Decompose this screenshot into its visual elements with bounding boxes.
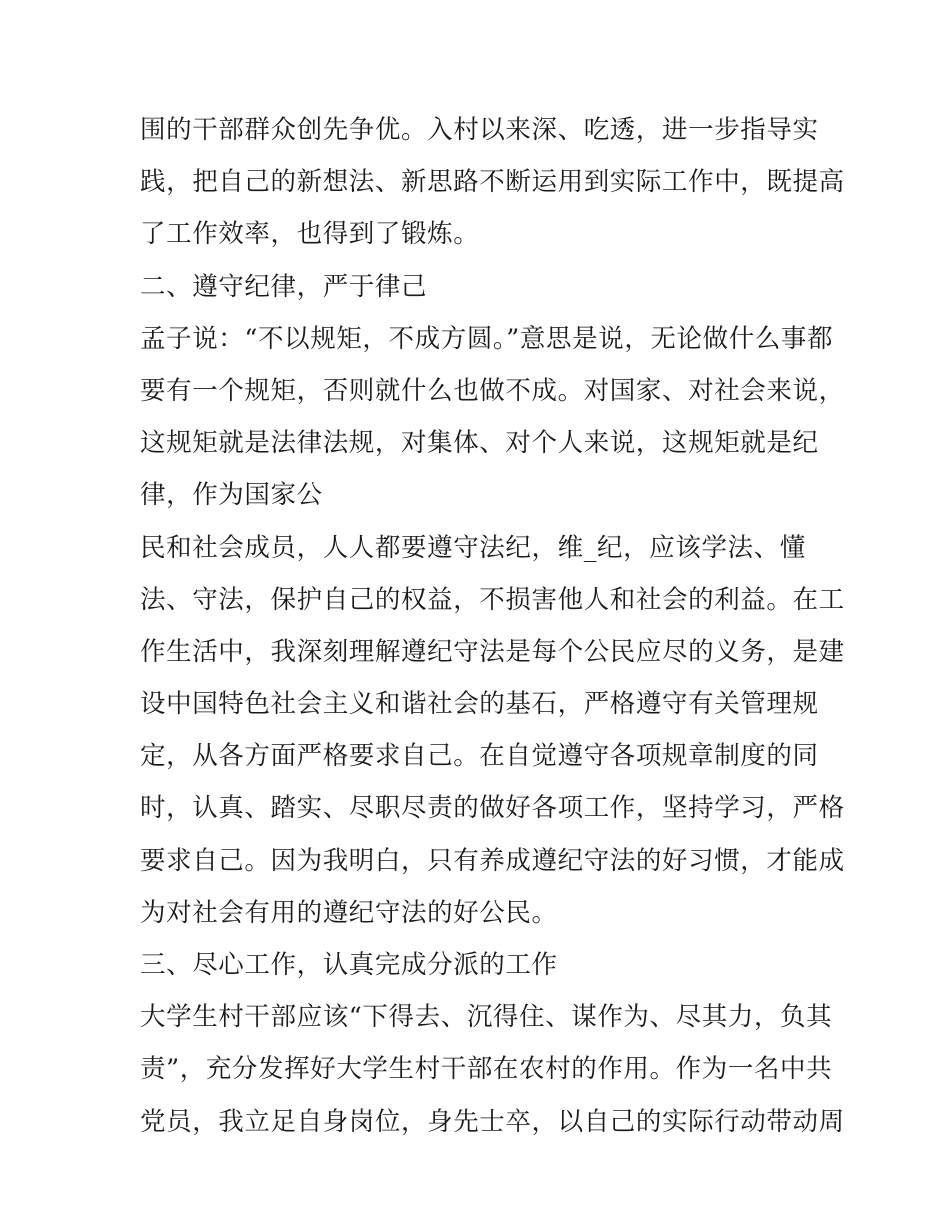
text-line: 践，把自己的新想法、新思路不断运用到实际工作中，既提高 bbox=[140, 167, 845, 198]
text-line: 时，认真、踏实、尽职尽责的做好各项工作，坚持学习，严格 bbox=[140, 793, 845, 824]
text-line: 孟子说：“不以规矩，不成方圆。”意思是说，无论做什么事都 bbox=[140, 323, 834, 354]
text-line: 了工作效率，也得到了锻炼。 bbox=[140, 219, 480, 250]
text-line: 要有一个规矩，否则就什么也做不成。对国家、对社会来说， bbox=[140, 375, 845, 406]
text-line: 法、守法，保护自己的权益，不损害他人和社会的利益。在工 bbox=[140, 584, 845, 615]
text-line: 定，从各方面严格要求自己。在自觉遵守各项规章制度的同 bbox=[140, 741, 819, 772]
section-heading-3: 三、尽心工作，认真完成分派的工作 bbox=[140, 950, 558, 980]
text-line: 围的干部群众创先争优。入村以来深、吃透，进一步指导实 bbox=[140, 115, 819, 145]
text-line: 这规矩就是法律法规，对集体、对个人来说，这规矩就是纪 bbox=[140, 428, 819, 459]
text-line: 大学生村干部应该“下得去、沉得住、谋作为、尽其力，负其 bbox=[140, 1002, 833, 1033]
text-line: 律，作为国家公 bbox=[140, 480, 323, 511]
section-heading-2: 二、遵守纪律，严于律己 bbox=[140, 271, 428, 302]
text-line: 设中国特色社会主义和谐社会的基石，严格遵守有关管理规 bbox=[140, 689, 819, 720]
text-line: 民和社会成员，人人都要遵守法纪，维_纪，应该学法、懂 bbox=[140, 532, 806, 563]
text-line: 要求自己。因为我明白，只有养成遵纪守法的好习惯，才能成 bbox=[140, 845, 845, 876]
document-body bbox=[140, 107, 845, 1151]
text-line: 作生活中，我深刻理解遵纪守法是每个公民应尽的义务，是建 bbox=[140, 636, 845, 667]
text-line: 党员，我立足自身岗位，身先士卒，以自己的实际行动带动周 bbox=[140, 1106, 845, 1137]
text-line: 责”，充分发挥好大学生村干部在农村的作用。作为一名中共 bbox=[140, 1054, 833, 1085]
text-line: 为对社会有用的遵纪守法的好公民。 bbox=[140, 897, 558, 928]
